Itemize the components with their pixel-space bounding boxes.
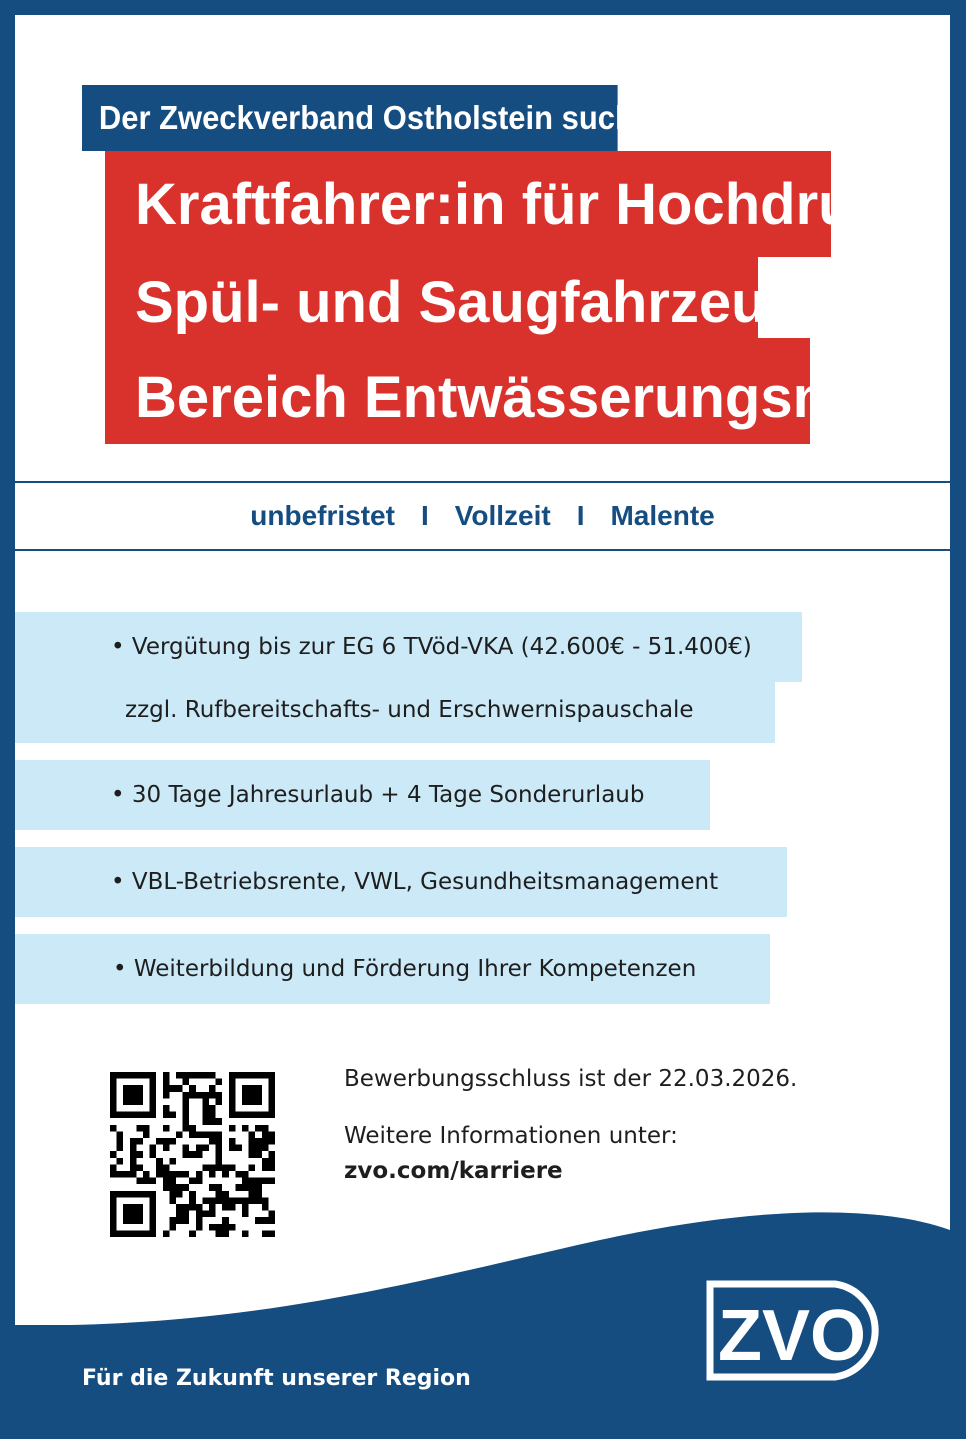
benefit-training: • Weiterbildung und Förderung Ihrer Kompetenzen: [15, 934, 770, 1004]
logo-text: ZVO: [718, 1296, 867, 1376]
benefit-vacation: • 30 Tage Jahresurlaub + 4 Tage Sonderurlaub: [15, 760, 710, 830]
more-info-label: Weitere Informationen unter:: [344, 1123, 678, 1149]
career-link[interactable]: zvo.com/karriere: [344, 1158, 563, 1184]
tagline: Für die Zukunft unserer Region: [82, 1366, 471, 1391]
job-title-line-3: Bereich Entwässerungsnetze: [105, 338, 810, 444]
zvo-logo-icon: [700, 1278, 890, 1383]
job-title-line-2: Spül- und Saugfahrzeug im: [105, 257, 758, 347]
benefit-salary-extra: zzgl. Rufbereitschafts- und Erschwernispauschale: [15, 682, 775, 743]
org-banner: Der Zweckverband Ostholstein sucht: [82, 85, 618, 151]
job-title-line-1: Kraftfahrer:in für Hochdruck-: [105, 151, 831, 257]
tag-contract: unbefristet: [250, 500, 395, 531]
tag-hours: Vollzeit: [454, 500, 551, 531]
benefit-salary: • Vergütung bis zur EG 6 TVöd-VKA (42.600€ - 51.400€): [15, 612, 802, 682]
benefit-pension: • VBL-Betriebsrente, VWL, Gesundheitsmanagement: [15, 847, 787, 917]
tag-separator: I: [420, 500, 429, 531]
divider-bottom: [15, 549, 950, 551]
tag-location: Malente: [610, 500, 715, 531]
job-tags: [15, 483, 950, 549]
application-deadline: Bewerbungsschluss ist der 22.03.2026.: [344, 1066, 798, 1092]
tag-separator: I: [576, 500, 585, 531]
